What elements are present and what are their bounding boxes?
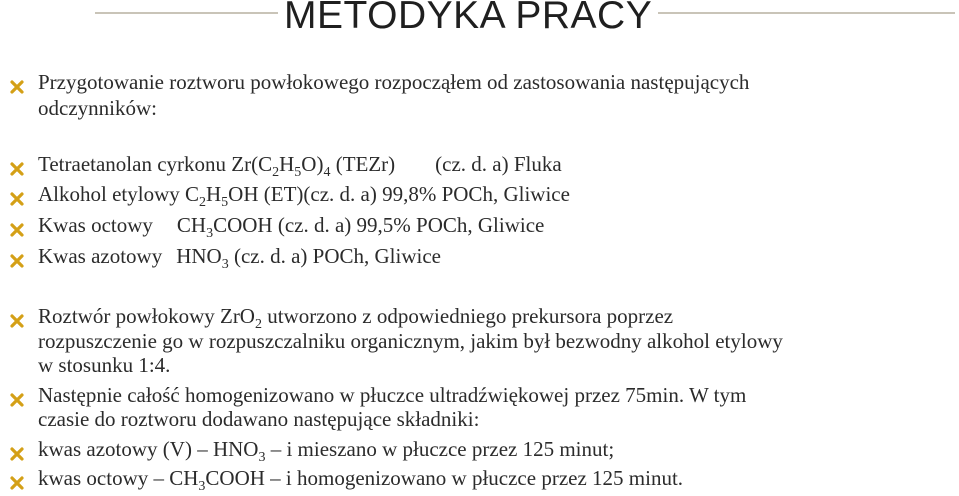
bullet-x-icon — [10, 249, 24, 263]
bullet-x-icon — [10, 471, 24, 485]
bullet-x-icon — [10, 218, 24, 232]
reagent-text: Kwas azotowy $HNO_3$ (cz. d. a) POCh, Gliwice — [38, 244, 441, 272]
bullet-x-icon — [10, 388, 24, 402]
bullet-x-icon — [10, 157, 24, 171]
intro-line-2: odczynników: — [38, 96, 157, 120]
step-text: kwas octowy – $CH_3COOH$ – i homogenizowano w płuczce przez 125 minut. — [38, 466, 684, 494]
reagent-text: Kwas octowy $CH_3COOH$ (cz. d. a) 99,5% POCh, Gliwice — [38, 213, 545, 241]
bullet-x-icon — [10, 187, 24, 201]
homogenize-line-2: czasie do roztworu dodawano następujące składniki: — [38, 407, 480, 431]
solution-line-3: w stosunku 1:4. — [38, 353, 171, 377]
reagent-text: Tetraetanolan cyrkonu $Zr(C_2H_5O)_4$ (TEZr) (cz. d. a) Fluka — [38, 152, 562, 180]
homogenize-line-1: Następnie całość homogenizowano w płuczce ultradźwiękowej przez 75min. W tym — [38, 383, 747, 407]
bullet-x-icon — [10, 442, 24, 456]
step-text: kwas azotowy $(V) - HNO_3$ – i mieszano w płuczce przez 125 minut; — [38, 437, 615, 465]
intro-line-1: Przygotowanie roztworu powłokowego rozpocząłem od zastosowania następujących — [38, 70, 750, 94]
page-title: METODYKA PRACY — [278, 0, 658, 38]
solution-line-1: Roztwór powłokowy ZrO$_2$ utworzono z odpowiedniego prekursora poprzez — [38, 304, 674, 332]
reagent-text: Alkohol etylowy $C_2H_5OH$ (ET)(cz. d. a) 99,8% POCh, Gliwice — [38, 182, 570, 210]
bullet-x-icon — [10, 309, 24, 323]
solution-line-2: rozpuszczenie go w rozpuszczalniku organicznym, jakim był bezwodny alkohol etylowy — [38, 329, 783, 353]
bullet-x-icon — [10, 75, 24, 89]
